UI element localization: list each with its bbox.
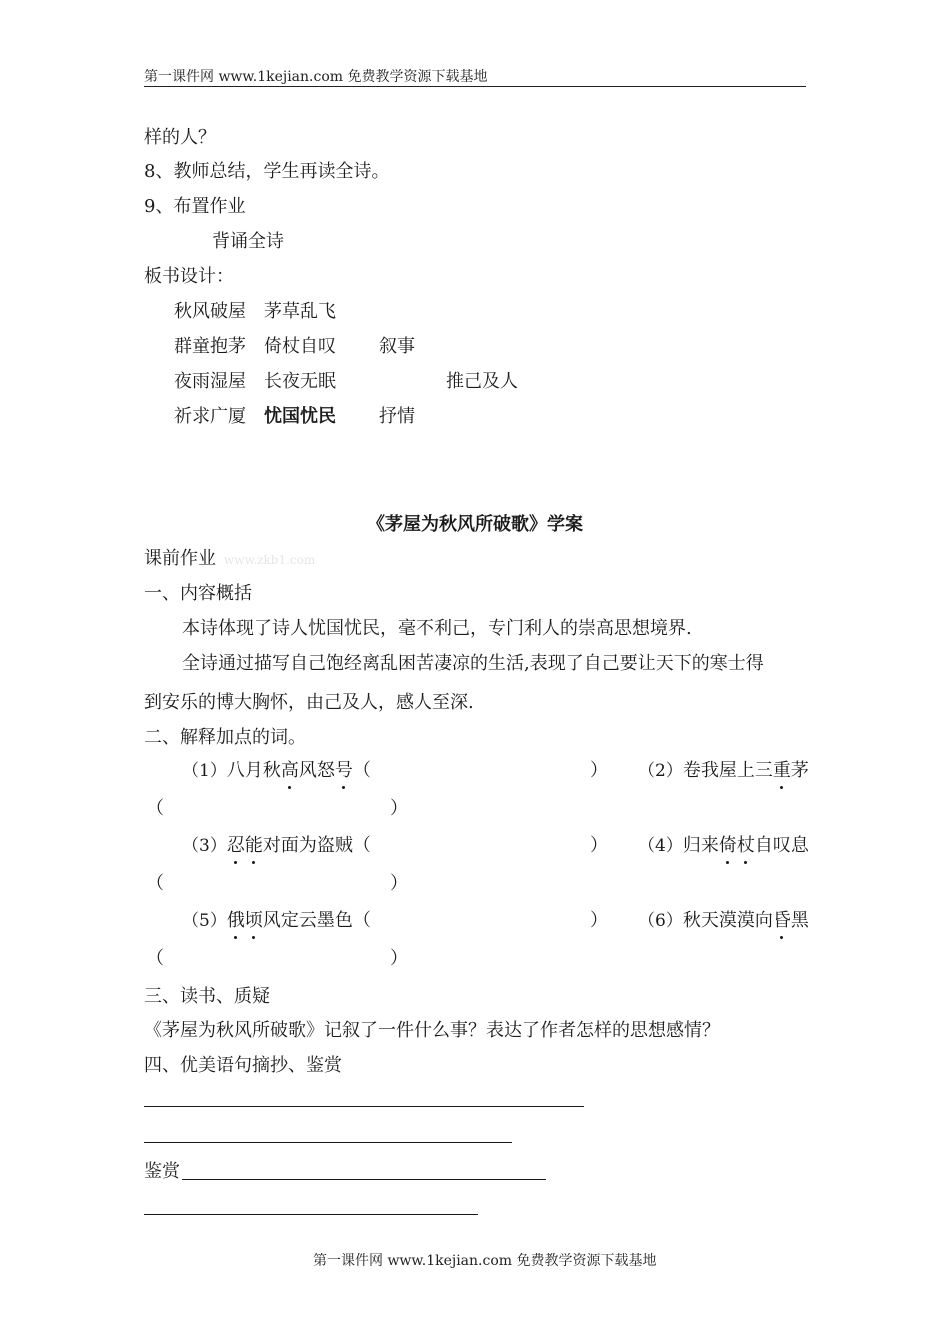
question-5-close: ） [590,910,608,931]
board-r4-a: 祈求广厦 [174,406,246,427]
dotted-char: 倚 [718,835,737,856]
plan-line-continued: 样的人？ [144,127,216,148]
dotted-char: 顷 [244,910,263,931]
board-design-title: 板书设计： [144,266,234,287]
section-1-heading: 一、内容概括 [144,583,252,604]
summary-paragraph-2a: 全诗通过描写自己饱经离乱困苦凄凉的生活,表现了自己要让天下的寒士得 [182,653,764,674]
study-title: 《茅屋为秋风所破歌》学案 [367,514,583,535]
question-5: （5）俄顷风定云墨色（ [182,910,371,931]
answer-2-open: （ [146,798,164,819]
question-6: （6）秋天漠漠向昏黑 [638,910,809,931]
appreciation-label: 鉴赏 [144,1161,180,1182]
question-1-close: ） [590,760,608,781]
dotted-char: 重 [772,760,791,781]
summary-paragraph-1: 本诗体现了诗人忧国忧民，毫不利己，专门利人的崇高思想境界. [182,618,692,639]
dotted-char: 号 [334,760,353,781]
dotted-char: 杖 [736,835,755,856]
question-4: （4）归来倚杖自叹息 [638,835,809,856]
homework-text: 背诵全诗 [212,231,284,252]
board-r1-b: 茅草乱飞 [264,301,336,322]
appreciation-line[interactable] [182,1179,546,1180]
watermark: www.zkb1.com [224,553,316,567]
page-footer: 第一课件网 www.1kejian.com 免费教学资源下载基地 [313,1253,657,1269]
question-3-close: ） [590,835,608,856]
section-3-heading: 三、读书、质疑 [144,986,270,1007]
header-rule [144,86,806,87]
plan-step-9: 9、布置作业 [144,196,246,217]
page-header: 第一课件网 www.1kejian.com 免费教学资源下载基地 [144,69,488,85]
board-r3-b: 长夜无眠 [264,371,336,392]
reading-question: 《茅屋为秋风所破歌》记叙了一件什么事？表达了作者怎样的思想感情？ [144,1020,720,1041]
question-1: （1）八月秋高风怒号（ [182,760,371,781]
answer-2-close: ） [390,798,408,819]
pre-class-homework: 课前作业 [144,548,216,569]
board-r2-a: 群童抱茅 [174,336,246,357]
section-2-heading: 二、解释加点的词。 [144,727,306,748]
answer-line-3[interactable] [144,1214,478,1215]
dotted-char: 昏 [772,910,791,931]
question-2: （2）卷我屋上三重茅 [638,760,809,781]
plan-step-8: 8、教师总结，学生再读全诗。 [144,161,390,182]
board-r2-c: 叙事 [379,336,415,357]
answer-4-close: ） [390,873,408,894]
answer-6-close: ） [390,948,408,969]
board-r3-c: 推己及人 [446,371,518,392]
dotted-char: 忍 [226,835,245,856]
board-r1-a: 秋风破屋 [174,301,246,322]
question-3: （3）忍能对面为盗贼（ [182,835,371,856]
board-r3-a: 夜雨湿屋 [174,371,246,392]
dotted-char: 能 [244,835,263,856]
answer-line-2[interactable] [144,1142,512,1143]
dotted-char: 高 [280,760,299,781]
board-r2-b: 倚杖自叹 [264,336,336,357]
board-r4-b: 忧国忧民 [264,406,336,427]
section-4-heading: 四、优美语句摘抄、鉴赏 [144,1055,342,1076]
answer-line-1[interactable] [144,1106,584,1107]
board-r4-c: 抒情 [379,406,415,427]
answer-6-open: （ [146,948,164,969]
summary-paragraph-2b: 到安乐的博大胸怀，由己及人，感人至深. [144,692,474,713]
dotted-char: 俄 [226,910,245,931]
answer-4-open: （ [146,873,164,894]
